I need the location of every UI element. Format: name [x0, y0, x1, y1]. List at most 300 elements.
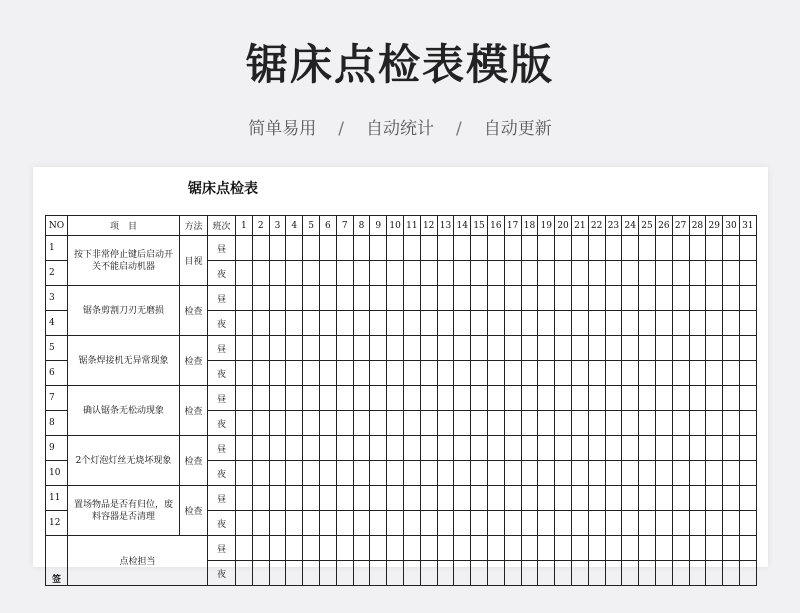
check-cell[interactable]: [571, 536, 588, 561]
check-cell[interactable]: [252, 461, 269, 486]
check-cell[interactable]: [739, 461, 756, 486]
check-cell[interactable]: [471, 461, 488, 486]
check-cell[interactable]: [471, 286, 488, 311]
check-cell[interactable]: [319, 336, 336, 361]
check-cell[interactable]: [706, 486, 723, 511]
check-cell[interactable]: [504, 561, 521, 586]
check-cell[interactable]: [319, 461, 336, 486]
check-cell[interactable]: [420, 561, 437, 586]
check-cell[interactable]: [706, 511, 723, 536]
check-cell[interactable]: [269, 386, 286, 411]
check-cell[interactable]: [655, 536, 672, 561]
check-cell[interactable]: [689, 411, 706, 436]
check-cell[interactable]: [639, 236, 656, 261]
check-cell[interactable]: [471, 236, 488, 261]
check-cell[interactable]: [588, 361, 605, 386]
check-cell[interactable]: [286, 386, 303, 411]
check-cell[interactable]: [387, 486, 404, 511]
check-cell[interactable]: [706, 286, 723, 311]
check-cell[interactable]: [672, 436, 689, 461]
check-cell[interactable]: [672, 486, 689, 511]
check-cell[interactable]: [504, 386, 521, 411]
check-cell[interactable]: [605, 461, 622, 486]
check-cell[interactable]: [655, 561, 672, 586]
check-cell[interactable]: [588, 461, 605, 486]
check-cell[interactable]: [269, 311, 286, 336]
check-cell[interactable]: [420, 311, 437, 336]
check-cell[interactable]: [269, 411, 286, 436]
check-cell[interactable]: [504, 286, 521, 311]
check-cell[interactable]: [286, 361, 303, 386]
check-cell[interactable]: [672, 286, 689, 311]
check-cell[interactable]: [571, 411, 588, 436]
check-cell[interactable]: [319, 236, 336, 261]
check-cell[interactable]: [521, 511, 538, 536]
check-cell[interactable]: [655, 311, 672, 336]
check-cell[interactable]: [303, 486, 320, 511]
check-cell[interactable]: [605, 261, 622, 286]
check-cell[interactable]: [538, 436, 555, 461]
check-cell[interactable]: [319, 361, 336, 386]
check-cell[interactable]: [471, 311, 488, 336]
check-cell[interactable]: [655, 411, 672, 436]
check-cell[interactable]: [420, 361, 437, 386]
check-cell[interactable]: [471, 511, 488, 536]
check-cell[interactable]: [236, 436, 253, 461]
check-cell[interactable]: [689, 336, 706, 361]
check-cell[interactable]: [437, 386, 454, 411]
check-cell[interactable]: [588, 411, 605, 436]
check-cell[interactable]: [303, 386, 320, 411]
check-cell[interactable]: [252, 536, 269, 561]
check-cell[interactable]: [521, 386, 538, 411]
check-cell[interactable]: [420, 536, 437, 561]
check-cell[interactable]: [403, 461, 420, 486]
check-cell[interactable]: [672, 511, 689, 536]
check-cell[interactable]: [622, 336, 639, 361]
check-cell[interactable]: [403, 536, 420, 561]
check-cell[interactable]: [571, 511, 588, 536]
check-cell[interactable]: [622, 286, 639, 311]
check-cell[interactable]: [706, 236, 723, 261]
check-cell[interactable]: [555, 261, 572, 286]
check-cell[interactable]: [319, 411, 336, 436]
check-cell[interactable]: [286, 236, 303, 261]
check-cell[interactable]: [454, 336, 471, 361]
check-cell[interactable]: [454, 436, 471, 461]
check-cell[interactable]: [571, 436, 588, 461]
check-cell[interactable]: [538, 536, 555, 561]
check-cell[interactable]: [605, 386, 622, 411]
check-cell[interactable]: [353, 361, 370, 386]
check-cell[interactable]: [303, 261, 320, 286]
check-cell[interactable]: [723, 236, 740, 261]
check-cell[interactable]: [454, 286, 471, 311]
check-cell[interactable]: [269, 511, 286, 536]
check-cell[interactable]: [538, 336, 555, 361]
check-cell[interactable]: [437, 361, 454, 386]
check-cell[interactable]: [538, 386, 555, 411]
check-cell[interactable]: [504, 536, 521, 561]
check-cell[interactable]: [437, 411, 454, 436]
check-cell[interactable]: [454, 561, 471, 586]
check-cell[interactable]: [269, 486, 286, 511]
check-cell[interactable]: [504, 311, 521, 336]
check-cell[interactable]: [454, 361, 471, 386]
check-cell[interactable]: [639, 561, 656, 586]
check-cell[interactable]: [739, 361, 756, 386]
check-cell[interactable]: [236, 311, 253, 336]
check-cell[interactable]: [286, 511, 303, 536]
check-cell[interactable]: [437, 461, 454, 486]
check-cell[interactable]: [370, 361, 387, 386]
check-cell[interactable]: [555, 386, 572, 411]
check-cell[interactable]: [555, 561, 572, 586]
check-cell[interactable]: [689, 486, 706, 511]
check-cell[interactable]: [336, 386, 353, 411]
check-cell[interactable]: [403, 411, 420, 436]
check-cell[interactable]: [706, 311, 723, 336]
check-cell[interactable]: [672, 311, 689, 336]
check-cell[interactable]: [672, 561, 689, 586]
check-cell[interactable]: [420, 261, 437, 286]
check-cell[interactable]: [471, 336, 488, 361]
check-cell[interactable]: [487, 311, 504, 336]
check-cell[interactable]: [487, 361, 504, 386]
check-cell[interactable]: [655, 261, 672, 286]
check-cell[interactable]: [639, 461, 656, 486]
check-cell[interactable]: [605, 411, 622, 436]
check-cell[interactable]: [605, 236, 622, 261]
check-cell[interactable]: [655, 336, 672, 361]
check-cell[interactable]: [236, 461, 253, 486]
check-cell[interactable]: [286, 286, 303, 311]
check-cell[interactable]: [387, 361, 404, 386]
check-cell[interactable]: [538, 261, 555, 286]
check-cell[interactable]: [521, 261, 538, 286]
check-cell[interactable]: [252, 486, 269, 511]
check-cell[interactable]: [655, 361, 672, 386]
check-cell[interactable]: [437, 236, 454, 261]
check-cell[interactable]: [269, 261, 286, 286]
check-cell[interactable]: [454, 536, 471, 561]
check-cell[interactable]: [723, 286, 740, 311]
check-cell[interactable]: [353, 511, 370, 536]
check-cell[interactable]: [336, 486, 353, 511]
check-cell[interactable]: [353, 286, 370, 311]
check-cell[interactable]: [454, 511, 471, 536]
check-cell[interactable]: [420, 511, 437, 536]
check-cell[interactable]: [319, 436, 336, 461]
check-cell[interactable]: [622, 486, 639, 511]
check-cell[interactable]: [454, 261, 471, 286]
check-cell[interactable]: [471, 486, 488, 511]
check-cell[interactable]: [504, 411, 521, 436]
check-cell[interactable]: [269, 436, 286, 461]
check-cell[interactable]: [454, 311, 471, 336]
check-cell[interactable]: [353, 536, 370, 561]
check-cell[interactable]: [706, 411, 723, 436]
check-cell[interactable]: [571, 336, 588, 361]
check-cell[interactable]: [739, 311, 756, 336]
check-cell[interactable]: [403, 261, 420, 286]
check-cell[interactable]: [437, 311, 454, 336]
check-cell[interactable]: [622, 361, 639, 386]
check-cell[interactable]: [538, 461, 555, 486]
check-cell[interactable]: [403, 311, 420, 336]
check-cell[interactable]: [336, 236, 353, 261]
check-cell[interactable]: [252, 511, 269, 536]
check-cell[interactable]: [723, 261, 740, 286]
check-cell[interactable]: [739, 511, 756, 536]
check-cell[interactable]: [655, 236, 672, 261]
check-cell[interactable]: [504, 261, 521, 286]
check-cell[interactable]: [269, 361, 286, 386]
check-cell[interactable]: [739, 286, 756, 311]
check-cell[interactable]: [521, 336, 538, 361]
check-cell[interactable]: [689, 386, 706, 411]
check-cell[interactable]: [286, 486, 303, 511]
check-cell[interactable]: [588, 336, 605, 361]
check-cell[interactable]: [588, 436, 605, 461]
check-cell[interactable]: [588, 486, 605, 511]
check-cell[interactable]: [286, 561, 303, 586]
check-cell[interactable]: [706, 561, 723, 586]
check-cell[interactable]: [739, 336, 756, 361]
check-cell[interactable]: [555, 486, 572, 511]
check-cell[interactable]: [723, 311, 740, 336]
check-cell[interactable]: [487, 436, 504, 461]
check-cell[interactable]: [336, 261, 353, 286]
check-cell[interactable]: [689, 561, 706, 586]
check-cell[interactable]: [723, 336, 740, 361]
check-cell[interactable]: [420, 286, 437, 311]
check-cell[interactable]: [521, 236, 538, 261]
check-cell[interactable]: [689, 436, 706, 461]
check-cell[interactable]: [521, 461, 538, 486]
check-cell[interactable]: [706, 386, 723, 411]
check-cell[interactable]: [252, 336, 269, 361]
check-cell[interactable]: [571, 386, 588, 411]
check-cell[interactable]: [504, 511, 521, 536]
check-cell[interactable]: [521, 311, 538, 336]
check-cell[interactable]: [487, 561, 504, 586]
check-cell[interactable]: [555, 536, 572, 561]
check-cell[interactable]: [538, 411, 555, 436]
check-cell[interactable]: [269, 336, 286, 361]
check-cell[interactable]: [739, 261, 756, 286]
check-cell[interactable]: [303, 536, 320, 561]
check-cell[interactable]: [487, 286, 504, 311]
check-cell[interactable]: [622, 511, 639, 536]
check-cell[interactable]: [672, 261, 689, 286]
check-cell[interactable]: [403, 436, 420, 461]
check-cell[interactable]: [521, 436, 538, 461]
check-cell[interactable]: [252, 386, 269, 411]
check-cell[interactable]: [639, 511, 656, 536]
check-cell[interactable]: [672, 236, 689, 261]
check-cell[interactable]: [370, 436, 387, 461]
check-cell[interactable]: [605, 361, 622, 386]
check-cell[interactable]: [739, 411, 756, 436]
check-cell[interactable]: [689, 536, 706, 561]
check-cell[interactable]: [571, 486, 588, 511]
check-cell[interactable]: [286, 336, 303, 361]
check-cell[interactable]: [672, 336, 689, 361]
check-cell[interactable]: [588, 311, 605, 336]
check-cell[interactable]: [622, 236, 639, 261]
check-cell[interactable]: [723, 436, 740, 461]
check-cell[interactable]: [655, 461, 672, 486]
check-cell[interactable]: [252, 411, 269, 436]
check-cell[interactable]: [605, 436, 622, 461]
check-cell[interactable]: [387, 411, 404, 436]
check-cell[interactable]: [236, 561, 253, 586]
check-cell[interactable]: [286, 261, 303, 286]
check-cell[interactable]: [420, 461, 437, 486]
check-cell[interactable]: [319, 311, 336, 336]
check-cell[interactable]: [739, 236, 756, 261]
check-cell[interactable]: [571, 236, 588, 261]
check-cell[interactable]: [387, 236, 404, 261]
check-cell[interactable]: [555, 511, 572, 536]
check-cell[interactable]: [252, 286, 269, 311]
check-cell[interactable]: [387, 536, 404, 561]
check-cell[interactable]: [370, 486, 387, 511]
check-cell[interactable]: [739, 436, 756, 461]
check-cell[interactable]: [622, 261, 639, 286]
check-cell[interactable]: [252, 361, 269, 386]
check-cell[interactable]: [454, 461, 471, 486]
check-cell[interactable]: [353, 261, 370, 286]
check-cell[interactable]: [454, 386, 471, 411]
check-cell[interactable]: [370, 286, 387, 311]
check-cell[interactable]: [639, 486, 656, 511]
check-cell[interactable]: [336, 561, 353, 586]
check-cell[interactable]: [739, 386, 756, 411]
check-cell[interactable]: [353, 236, 370, 261]
check-cell[interactable]: [471, 436, 488, 461]
check-cell[interactable]: [286, 311, 303, 336]
check-cell[interactable]: [605, 536, 622, 561]
check-cell[interactable]: [706, 536, 723, 561]
check-cell[interactable]: [370, 386, 387, 411]
check-cell[interactable]: [303, 511, 320, 536]
check-cell[interactable]: [353, 461, 370, 486]
check-cell[interactable]: [504, 461, 521, 486]
check-cell[interactable]: [387, 386, 404, 411]
check-cell[interactable]: [639, 411, 656, 436]
check-cell[interactable]: [303, 336, 320, 361]
check-cell[interactable]: [236, 386, 253, 411]
check-cell[interactable]: [236, 536, 253, 561]
check-cell[interactable]: [403, 286, 420, 311]
check-cell[interactable]: [353, 411, 370, 436]
check-cell[interactable]: [622, 436, 639, 461]
check-cell[interactable]: [538, 511, 555, 536]
check-cell[interactable]: [319, 561, 336, 586]
check-cell[interactable]: [622, 536, 639, 561]
check-cell[interactable]: [605, 286, 622, 311]
check-cell[interactable]: [588, 261, 605, 286]
check-cell[interactable]: [622, 386, 639, 411]
check-cell[interactable]: [303, 561, 320, 586]
check-cell[interactable]: [723, 561, 740, 586]
check-cell[interactable]: [286, 411, 303, 436]
check-cell[interactable]: [655, 386, 672, 411]
check-cell[interactable]: [639, 336, 656, 361]
check-cell[interactable]: [336, 511, 353, 536]
check-cell[interactable]: [521, 536, 538, 561]
check-cell[interactable]: [672, 411, 689, 436]
check-cell[interactable]: [622, 561, 639, 586]
check-cell[interactable]: [672, 536, 689, 561]
check-cell[interactable]: [236, 486, 253, 511]
check-cell[interactable]: [269, 286, 286, 311]
check-cell[interactable]: [269, 461, 286, 486]
check-cell[interactable]: [319, 486, 336, 511]
check-cell[interactable]: [689, 511, 706, 536]
check-cell[interactable]: [487, 236, 504, 261]
check-cell[interactable]: [353, 561, 370, 586]
check-cell[interactable]: [370, 411, 387, 436]
check-cell[interactable]: [387, 436, 404, 461]
check-cell[interactable]: [538, 561, 555, 586]
check-cell[interactable]: [252, 311, 269, 336]
check-cell[interactable]: [353, 386, 370, 411]
check-cell[interactable]: [403, 361, 420, 386]
check-cell[interactable]: [437, 561, 454, 586]
check-cell[interactable]: [571, 261, 588, 286]
check-cell[interactable]: [655, 511, 672, 536]
check-cell[interactable]: [706, 261, 723, 286]
check-cell[interactable]: [571, 461, 588, 486]
check-cell[interactable]: [437, 286, 454, 311]
check-cell[interactable]: [655, 486, 672, 511]
check-cell[interactable]: [437, 486, 454, 511]
check-cell[interactable]: [588, 511, 605, 536]
check-cell[interactable]: [236, 361, 253, 386]
check-cell[interactable]: [588, 236, 605, 261]
check-cell[interactable]: [370, 336, 387, 361]
check-cell[interactable]: [622, 461, 639, 486]
check-cell[interactable]: [706, 461, 723, 486]
check-cell[interactable]: [471, 561, 488, 586]
check-cell[interactable]: [252, 236, 269, 261]
check-cell[interactable]: [538, 486, 555, 511]
check-cell[interactable]: [471, 386, 488, 411]
check-cell[interactable]: [471, 361, 488, 386]
check-cell[interactable]: [622, 311, 639, 336]
check-cell[interactable]: [236, 511, 253, 536]
check-cell[interactable]: [252, 436, 269, 461]
check-cell[interactable]: [336, 311, 353, 336]
check-cell[interactable]: [672, 461, 689, 486]
check-cell[interactable]: [303, 436, 320, 461]
check-cell[interactable]: [588, 386, 605, 411]
check-cell[interactable]: [420, 336, 437, 361]
check-cell[interactable]: [672, 386, 689, 411]
check-cell[interactable]: [504, 336, 521, 361]
check-cell[interactable]: [454, 236, 471, 261]
check-cell[interactable]: [639, 386, 656, 411]
check-cell[interactable]: [336, 436, 353, 461]
check-cell[interactable]: [605, 336, 622, 361]
check-cell[interactable]: [303, 361, 320, 386]
check-cell[interactable]: [303, 411, 320, 436]
check-cell[interactable]: [487, 486, 504, 511]
check-cell[interactable]: [236, 411, 253, 436]
